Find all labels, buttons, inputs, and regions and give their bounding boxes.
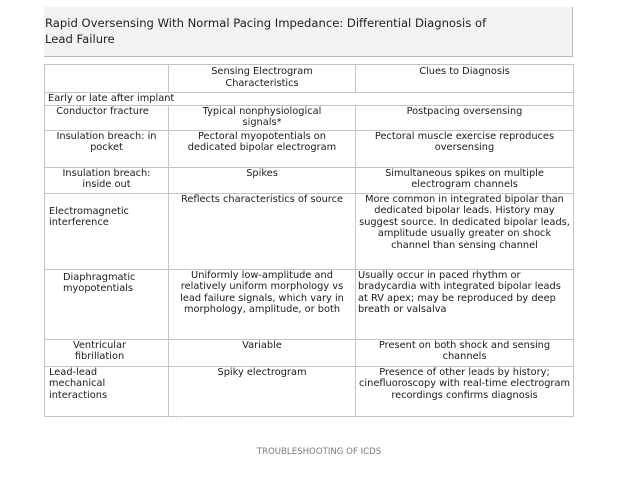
table-row bbox=[45, 339, 574, 366]
table-title-line-1: Rapid Oversensing With Normal Pacing Impedance: Differential Diagnosis of bbox=[45, 16, 487, 30]
table-row bbox=[45, 130, 574, 167]
row-clues: Pectoral muscle exercise reproduces oversensing bbox=[356, 130, 574, 167]
row-sensing: Pectoral myopotentials on dedicated bipolar electrogram bbox=[169, 130, 356, 167]
row-sensing: Reflects characteristics of source bbox=[169, 193, 356, 269]
table-title bbox=[44, 7, 573, 57]
row-sensing: Variable bbox=[169, 339, 356, 366]
table-row bbox=[45, 269, 574, 339]
table-row bbox=[45, 105, 574, 130]
table-row bbox=[45, 167, 574, 193]
row-clues: Simultaneous spikes on multiple electrogram channels bbox=[356, 167, 574, 193]
table-header-row bbox=[45, 65, 574, 93]
row-clues: Usually occur in paced rhythm or bradycardia with integrated bipolar leads at RV apex; may be reproduced by deep breath or valsalva bbox=[356, 269, 574, 339]
row-clues: Presence of other leads by history; cinefluoroscopy with real-time electrogram recordings confirms diagnosis bbox=[356, 366, 574, 416]
differential-diagnosis-table bbox=[44, 64, 574, 417]
table-row bbox=[45, 366, 574, 416]
row-condition: Insulation breach: inside out bbox=[45, 167, 169, 193]
row-sensing: Spikes bbox=[169, 167, 356, 193]
row-sensing: Uniformly low-amplitude and relatively uniform morphology vs lead failure signals, which vary in morphology, amplitude, or both bbox=[169, 269, 356, 339]
section-label: Early or late after implant bbox=[45, 93, 574, 106]
scan-artifact: · · · bbox=[172, 416, 182, 423]
slide-footer: TROUBLESHOOTING OF ICDS bbox=[256, 447, 382, 457]
row-condition: Insulation breach: in pocket bbox=[45, 130, 169, 167]
header-clues-to-diagnosis: Clues to Diagnosis bbox=[356, 65, 574, 93]
header-sensing-electrogram: Sensing Electrogram Characteristics bbox=[169, 65, 356, 93]
row-sensing: Typical nonphysiological signals* bbox=[169, 105, 356, 130]
row-sensing: Spiky electrogram bbox=[169, 366, 356, 416]
row-condition: Conductor fracture bbox=[45, 105, 169, 130]
section-row bbox=[45, 93, 574, 106]
row-condition: Lead-lead mechanical interactions bbox=[45, 366, 169, 416]
row-clues: Postpacing oversensing bbox=[356, 105, 574, 130]
table-title-line-2: Lead Failure bbox=[45, 32, 115, 46]
row-clues: More common in integrated bipolar than dedicated bipolar leads. History may suggest source. In dedicated bipolar leads, amplitude usually greater on shock channel than sensing channel bbox=[356, 193, 574, 269]
row-condition: Ventricular fibrillation bbox=[45, 339, 169, 366]
header-condition bbox=[45, 65, 169, 93]
table-row bbox=[45, 193, 574, 269]
row-condition: Diaphragmatic myopotentials bbox=[45, 269, 169, 339]
row-clues: Present on both shock and sensing channels bbox=[356, 339, 574, 366]
row-condition: Electromagnetic interference bbox=[45, 193, 169, 269]
